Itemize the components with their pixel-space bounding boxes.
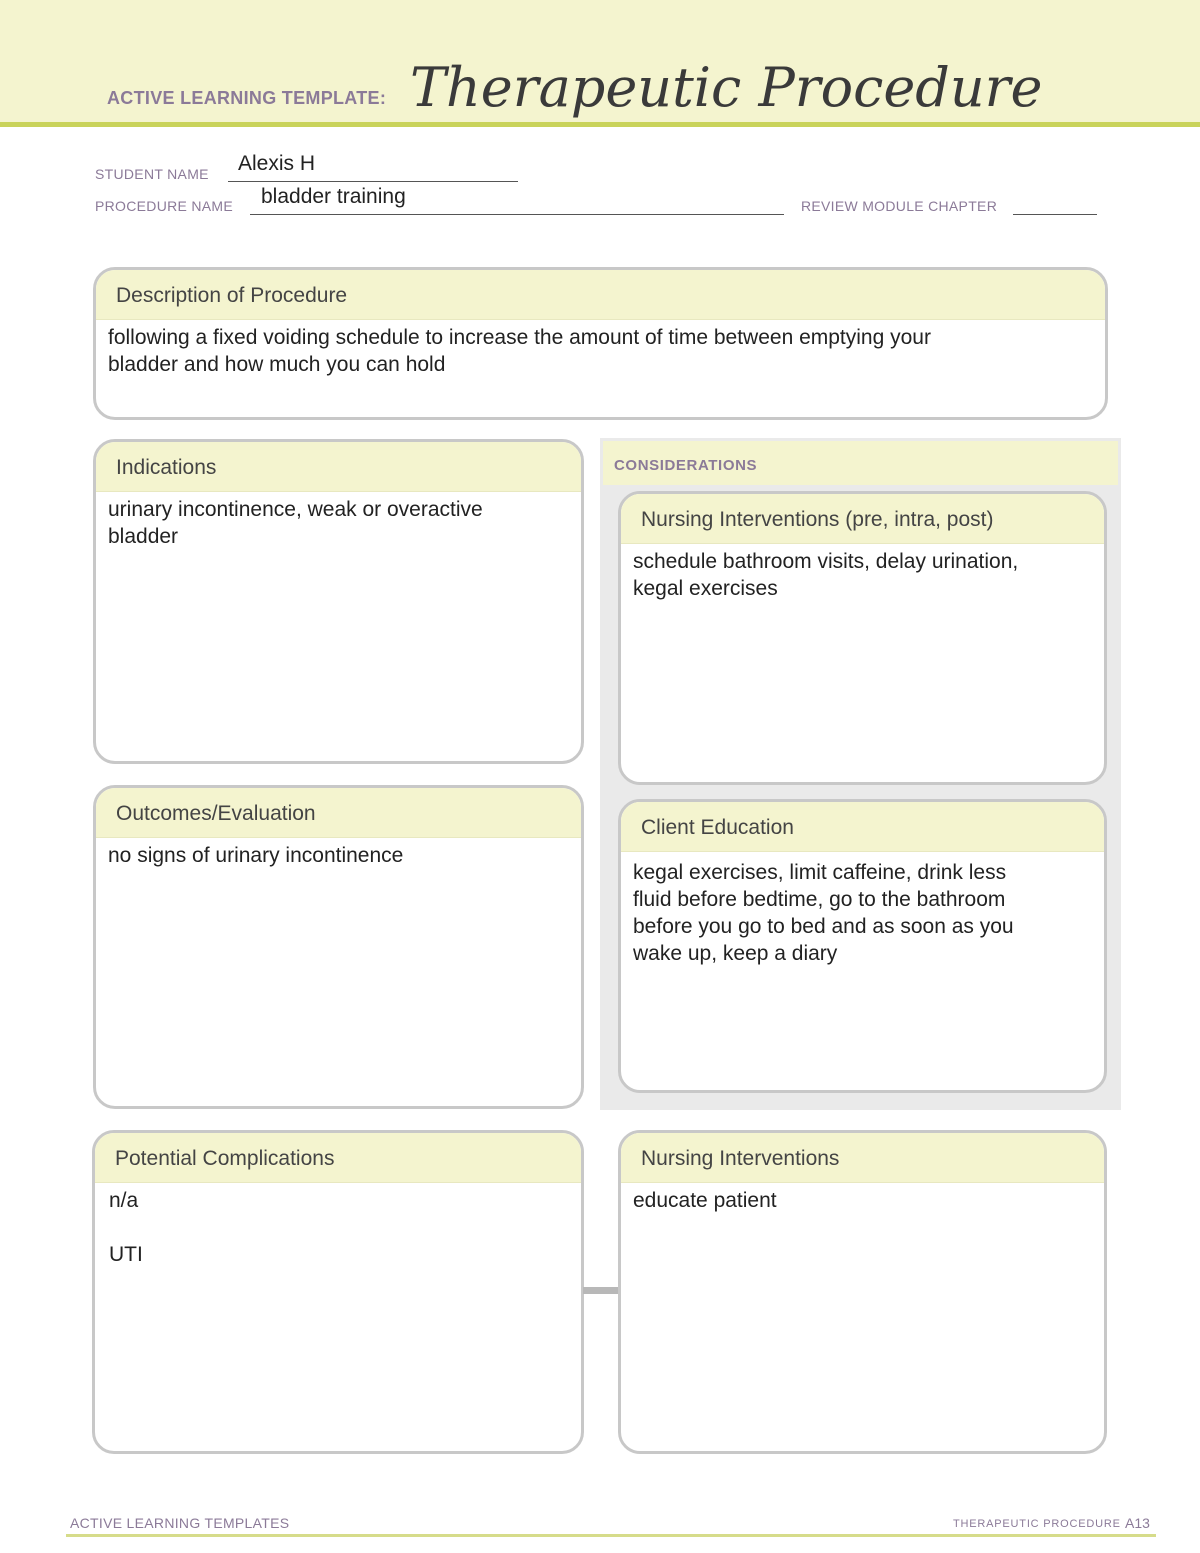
complications-line <box>109 1214 569 1241</box>
indications-text[interactable] <box>96 492 581 550</box>
description-line: following a fixed voiding schedule to increase the amount of time between emptying your <box>108 326 931 349</box>
indications-card <box>93 439 584 764</box>
complications-line: UTI <box>109 1243 143 1266</box>
description-heading: Description of Procedure <box>96 270 1105 320</box>
student-name-label: STUDENT NAME <box>95 166 209 182</box>
client-education-line: kegal exercises, limit caffeine, drink less <box>633 861 1007 884</box>
description-text[interactable] <box>96 320 1105 378</box>
template-label: ACTIVE LEARNING TEMPLATE: <box>107 88 387 108</box>
procedure-name-line <box>250 214 784 215</box>
procedure-name-label: PROCEDURE NAME <box>95 198 233 214</box>
nursing-interventions-line: schedule bathroom visits, delay urination, <box>633 550 1019 573</box>
procedure-name-field[interactable]: bladder training <box>261 185 406 208</box>
considerations-label: CONSIDERATIONS <box>614 457 758 474</box>
client-education-line: before you go to bed and as soon as you <box>633 915 1014 938</box>
indications-line: bladder <box>108 525 179 548</box>
complications-card <box>92 1130 584 1454</box>
page-number: A13 <box>1125 1515 1150 1531</box>
complication-interventions-line: educate patient <box>633 1189 777 1212</box>
description-line: bladder and how much you can hold <box>108 353 446 376</box>
complication-interventions-text[interactable] <box>621 1183 1104 1214</box>
complication-interventions-card <box>618 1130 1107 1454</box>
connector-bar <box>583 1287 620 1294</box>
footer-left-label: ACTIVE LEARNING TEMPLATES <box>70 1515 290 1531</box>
outcomes-text[interactable] <box>96 838 581 869</box>
review-module-line <box>1013 214 1097 215</box>
nursing-interventions-text[interactable] <box>621 544 1104 602</box>
nursing-interventions-heading: Nursing Interventions (pre, intra, post) <box>621 494 1104 544</box>
header-divider <box>0 122 1200 127</box>
nursing-interventions-line: kegal exercises <box>633 577 778 600</box>
description-card <box>93 267 1108 420</box>
review-module-label: REVIEW MODULE CHAPTER <box>801 198 998 214</box>
student-name-field[interactable]: Alexis H <box>238 152 316 175</box>
indications-line: urinary incontinence, weak or overactive <box>108 498 483 521</box>
nursing-interventions-card <box>618 491 1107 785</box>
client-education-card <box>618 799 1107 1093</box>
client-education-text[interactable] <box>621 852 1104 967</box>
client-education-line: wake up, keep a diary <box>633 942 838 965</box>
complications-text[interactable] <box>95 1183 581 1268</box>
outcomes-heading: Outcomes/Evaluation <box>96 788 581 838</box>
client-education-line: fluid before bedtime, go to the bathroom <box>633 888 1006 911</box>
complications-line: n/a <box>109 1189 139 1212</box>
outcomes-card <box>93 785 584 1109</box>
complications-heading: Potential Complications <box>95 1133 581 1183</box>
student-name-line <box>228 181 518 182</box>
outcomes-line: no signs of urinary incontinence <box>108 844 404 867</box>
page-title: Therapeutic Procedure <box>410 56 1043 119</box>
footer-right-label: THERAPEUTIC PROCEDURE <box>953 1518 1121 1530</box>
footer-divider <box>66 1534 1156 1537</box>
client-education-heading: Client Education <box>621 802 1104 852</box>
complication-interventions-heading: Nursing Interventions <box>621 1133 1104 1183</box>
indications-heading: Indications <box>96 442 581 492</box>
